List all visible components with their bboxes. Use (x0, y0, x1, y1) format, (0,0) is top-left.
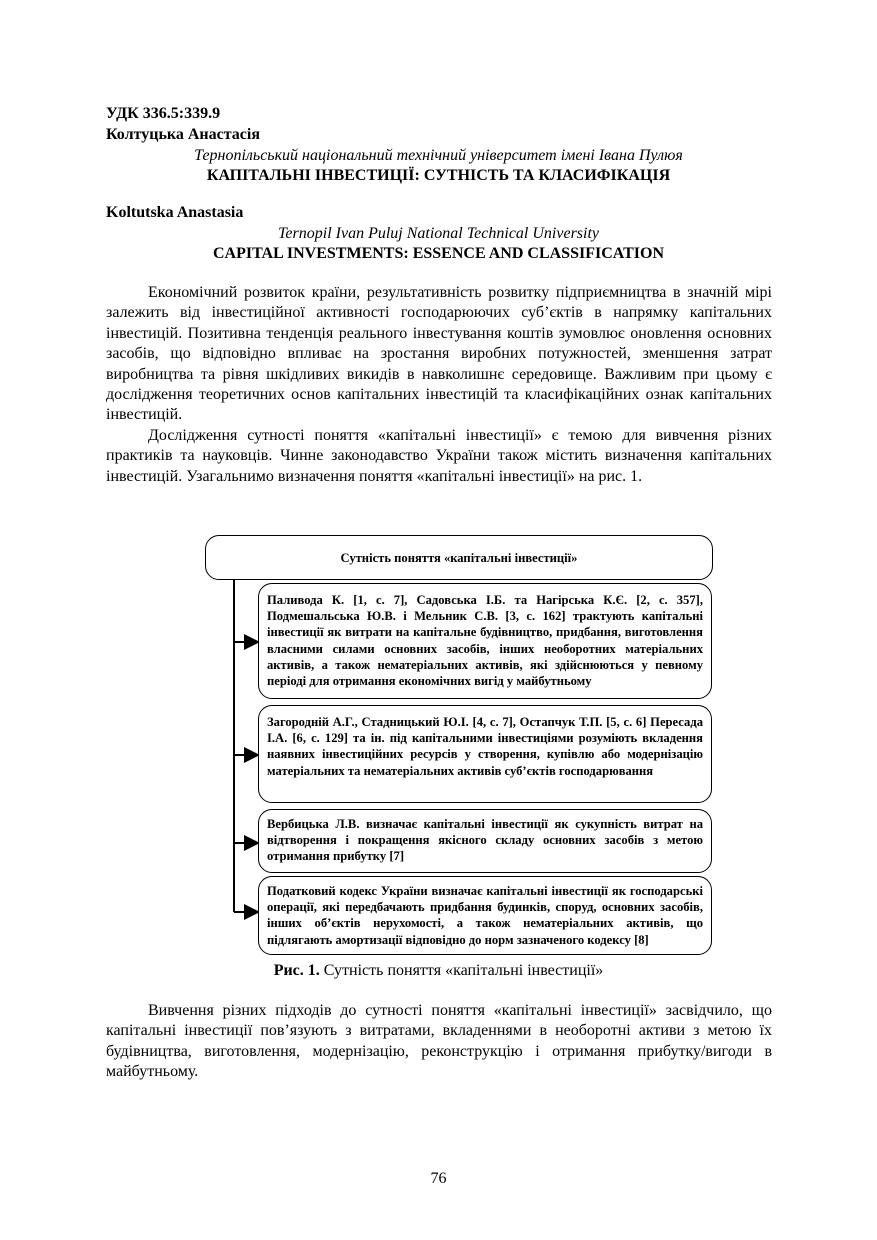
udc-code: УДК 336.5:339.9 (106, 105, 221, 122)
figure-caption-label: Рис. 1. (273, 962, 320, 979)
diagram-item-text-2: Загородній А.Г., Стадницький Ю.І. [4, с. 7], Остапчук Т.П. [5, с. 6] Пересада І.А. [6, с. 129] та ін. під капітальними інвестиціями розуміють вкладення наявних інвестиційних ресурсів у створення, купівлю або модернізацію матеріальних та нематеріальних активів суб’єктів господарювання (267, 715, 703, 778)
diagram-root-box (205, 535, 713, 580)
diagram-item-text-3: Вербицька Л.В. визначає капітальні інвестиції як сукупність витрат на відтворення і покращення якісного складу основних засобів з метою отримання прибутку [7] (267, 817, 703, 864)
title-en: CAPITAL INVESTMENTS: ESSENCE AND CLASSIFICATION (212, 245, 665, 262)
author-en: Koltutska Anastasia (106, 204, 244, 221)
diagram-item-text-1: Паливода К. [1, с. 7], Садовська І.Б. та Нагірська К.Є. [2, с. 357], Подмешальська Ю.В. і Мельник С.В. [3, с. 162] трактують капітальні інвестиції як витрати на капітальне будівництво, придбання, виготовлення власними силами основних засобів, інших необоротних матеріальних активів, а також нематеріальних активів, які здійснюються у певному періоді для отримання економічних вигід у майбутньому (267, 593, 703, 689)
diagram-item-box-2 (258, 705, 712, 803)
figure-caption-text: Сутність поняття «капітальні інвестиції» (319, 962, 604, 979)
body-paragraph-3: Вивчення різних підходів до сутності поняття «капітальні інвестиції» засвідчило, що капітальні інвестиції пов’язують з витратами, вкладеннями в необоротні активи з метою їх будівництва, виготовлення, модернізацію, реконструкцію і отримання прибутку/вигоди в майбутньому. (106, 1002, 772, 1081)
diagram-item-box-4 (258, 876, 712, 955)
affiliation-uk: Тернопільський національний технічний університет імені Івана Пулюя (194, 147, 683, 164)
figure-caption (0, 961, 877, 981)
page-number: 76 (430, 1170, 447, 1187)
body-paragraph-2: Дослідження сутності поняття «капітальні інвестиції» є темою для вивчення різних практиків та науковців. Чинне законодавство України також містить визначення капітальних інвестицій. Узагальнимо визначення поняття «капітальні інвестиції» на рис. 1. (106, 427, 772, 485)
diagram-item-box-1 (258, 583, 712, 699)
author-uk: Колтуцька Анастасія (106, 126, 261, 143)
diagram-root-label: Сутність поняття «капітальні інвестиції» (340, 551, 578, 565)
diagram-item-box-3 (258, 809, 712, 873)
diagram-item-text-4: Податковий кодекс України визначає капітальні інвестиції як господарські операції, які передбачають придбання будинків, споруд, основних засобів, інших об’єктів нерухомості, а також нематеріальних активів, що підлягають амортизації відповідно до норм зазначеного кодексу [8] (267, 884, 703, 947)
title-uk: КАПІТАЛЬНІ ІНВЕСТИЦІЇ: СУТНІСТЬ ТА КЛАСИФІКАЦІЯ (206, 167, 671, 184)
affiliation-en: Ternopil Ivan Puluj National Technical University (277, 225, 600, 242)
body-paragraph-1: Економічний розвиток країни, результативність розвитку підприємництва в значній мірі залежить від інвестиційної активності господарюючих суб’єктів в напрямку капітальних інвестицій. Позитивна тенденція реального інвестування коштів зумовлює оновлення основних засобів, що відповідно впливає на зростання виробних потужностей, зменшення затрат виробництва та рівня шкідливих викидів в навколишнє середовище. Важливим при цьому є дослідження теоретичних основ капітальних інвестицій та класифікаційних ознак капітальних інвестицій. (106, 284, 772, 424)
